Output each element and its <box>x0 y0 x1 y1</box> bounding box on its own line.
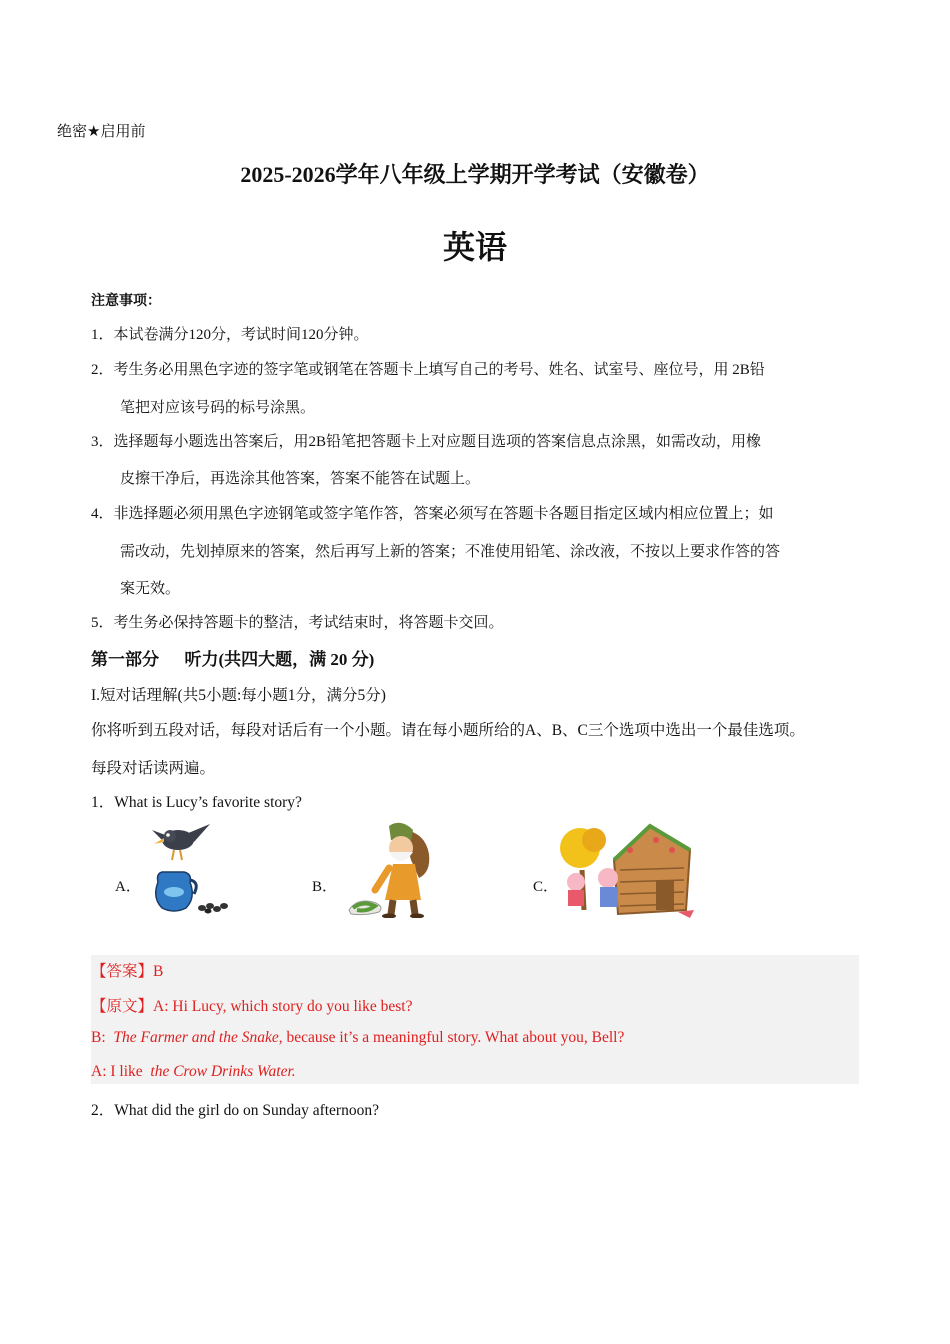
script-text: , because it’s a meaningful story. What about you, Bell? <box>278 1029 625 1046</box>
notice-item-1 <box>91 323 369 344</box>
notice-num: 3． <box>91 434 114 450</box>
notice-text: 选择题每小题选出答案后，用2B铅笔把答题卡上对应题目选项的答案信息点涂黑，如需改动，用橡 <box>113 434 762 450</box>
notice-text: 本试卷满分120分，考试时间120分钟。 <box>113 327 369 343</box>
farmer-and-snake-picture <box>345 820 437 918</box>
notice-item-3 <box>91 430 761 451</box>
notice-item-2 <box>91 358 765 379</box>
notice-text: 考生务必保持答题卡的整洁，考试结束时，将答题卡交回。 <box>113 615 504 631</box>
story-title: The Farmer and the Snake <box>113 1029 279 1046</box>
notice-text-continued: 笔把对应该号码的标号涂黑。 <box>120 400 316 416</box>
option-a-label: A． <box>115 879 141 895</box>
notice-text: 非选择题必须用黑色字迹钢笔或签字笔作答，答案必须写在答题卡各题目指定区域内相应位置上；如 <box>113 506 774 522</box>
part-one-heading: 第一部分 听力(共四大题，满 20 分) <box>91 650 375 669</box>
notice-num: 4． <box>91 506 114 522</box>
question-1: 1．What is Lucy’s favorite story? <box>91 794 302 811</box>
subject-title: 英语 <box>442 228 507 266</box>
question-2: 2．What did the girl do on Sunday afternoon? <box>91 1102 379 1119</box>
option-b-label: B． <box>312 879 338 895</box>
answer-tag: 【答案】 <box>91 963 154 980</box>
speaker-prefix: A: I like <box>91 1063 151 1080</box>
script-text: A: Hi Lucy, which story do you like best? <box>153 998 413 1015</box>
script-line-2 <box>91 1029 624 1047</box>
story-title: the Crow Drinks Water. <box>150 1063 296 1080</box>
notice-num: 2． <box>91 362 114 378</box>
listening-instructions-continued: 每段对话读两遍。 <box>91 760 216 777</box>
notice-text-continued: 皮擦干净后，再选涂其他答案，答案不能答在试题上。 <box>120 471 481 487</box>
notice-heading: 注意事项： <box>91 293 161 309</box>
listening-instructions: 你将听到五段对话，每段对话后有一个小题。请在每小题所给的A、B、C三个选项中选出一个最佳选项。 <box>91 722 805 739</box>
option-c-label: C． <box>533 879 559 895</box>
exam-title: 2025-2026学年八年级上学期开学考试（安徽卷） <box>240 162 710 187</box>
notice-num: 1． <box>91 327 114 343</box>
script-tag: 【原文】 <box>91 998 154 1015</box>
script-line-3 <box>91 1063 296 1081</box>
answer-value: B <box>153 963 164 980</box>
notice-text: 考生务必用黑色字迹的签字笔或钢笔在答题卡上填写自己的考号、姓名、试室号、座位号，用 2B铅 <box>113 362 765 378</box>
notice-text-continued: 案无效。 <box>120 581 181 597</box>
notice-item-5 <box>91 611 504 632</box>
crow-and-pitcher-picture <box>150 820 230 915</box>
script-line-1 <box>91 994 412 1016</box>
answer-line <box>91 959 163 981</box>
three-little-pigs-picture <box>560 820 700 920</box>
section-one-heading: I.短对话理解(共5小题:每小题1分，满分5分) <box>91 687 386 704</box>
speaker-prefix: B: <box>91 1029 114 1046</box>
notice-text-continued: 需改动，先划掉原来的答案，然后再写上新的答案；不准使用铅笔、涂改液，不按以上要求作答的答 <box>120 544 781 560</box>
confidential-mark: 绝密★启用前 <box>57 122 146 140</box>
notice-num: 5． <box>91 615 114 631</box>
notice-item-4 <box>91 502 774 523</box>
